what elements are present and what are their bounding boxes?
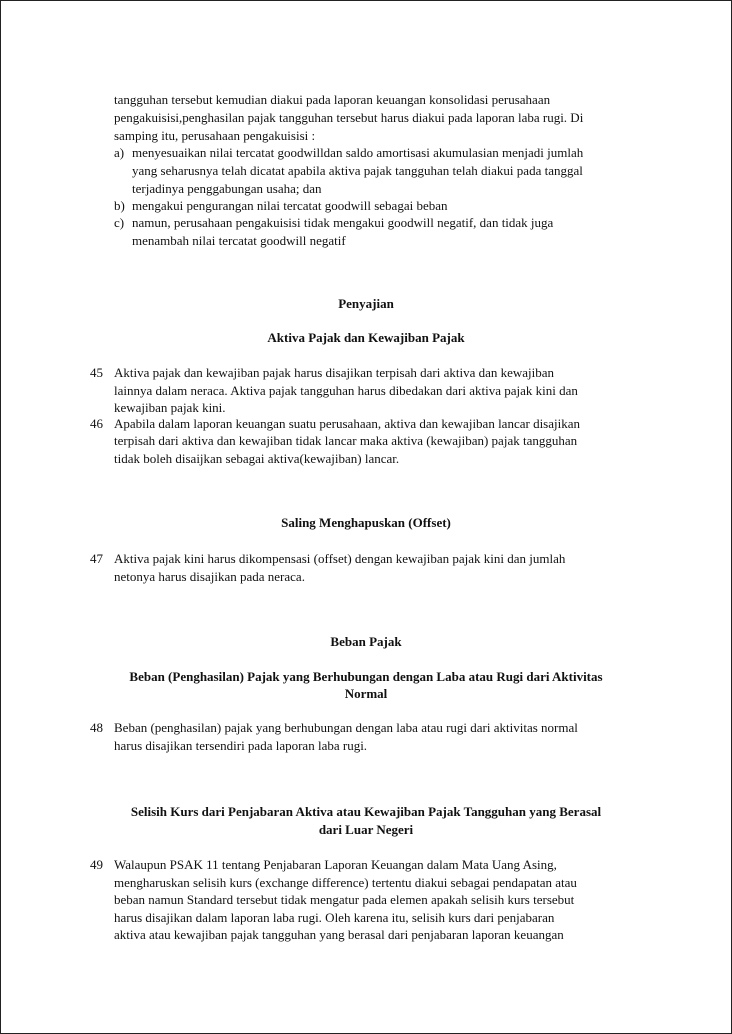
list-item-line: terjadinya penggabungan usaha; dan [132,181,322,196]
paragraph-line: Walaupun PSAK 11 tentang Penjabaran Laporan Keuangan dalam Mata Uang Asing, [114,857,557,872]
section-subheading: Beban (Penghasilan) Pajak yang Berhubungan dengan Laba atau Rugi dari Aktivitas [129,669,603,684]
paragraph-line: harus disajikan dalam laporan laba rugi. Oleh karena itu, selisih kurs dari penjabaran [114,910,555,925]
list-marker: c) [114,215,125,230]
paragraph-line: tidak boleh disaijkan sebagai aktiva(kewajiban) lancar. [114,451,400,466]
paragraph-number: 48 [90,720,103,735]
paragraph-line: Aktiva pajak dan kewajiban pajak harus disajikan terpisah dari aktiva dan kewajiban [114,365,555,380]
list-marker: b) [114,198,125,213]
paragraph-line: terpisah dari aktiva dan kewajiban tidak lancar maka aktiva (kewajiban) pajak tangguhan [114,433,578,448]
paragraph-line: lainnya dalam neraca. Aktiva pajak tangguhan harus dibedakan dari aktiva pajak kini dan [114,383,578,398]
list-item-line: menambah nilai tercatat goodwill negatif [132,233,346,248]
section-heading: Selisih Kurs dari Penjabaran Aktiva atau Kewajiban Pajak Tangguhan yang Berasal [130,804,602,819]
paragraph-line: beban namun Standard tersebut tidak mengatur pada elemen apakah selisih kurs tersebut [114,892,575,907]
paragraph-line: Aktiva pajak kini harus dikompensasi (offset) dengan kewajiban pajak kini dan jumlah [114,551,566,566]
intro-line: tangguhan tersebut kemudian diakui pada laporan keuangan konsolidasi perusahaan [114,92,551,107]
paragraph-number: 49 [90,857,103,872]
list-item-line: mengakui pengurangan nilai tercatat goodwill sebagai beban [132,198,448,213]
paragraph-line: netonya harus disajikan pada neraca. [114,569,305,584]
section-heading: Beban Pajak [330,634,402,649]
intro-line: pengakuisisi,penghasilan pajak tangguhan tersebut harus diakui pada laporan laba rugi. Di [114,110,584,125]
section-heading: dari Luar Negeri [318,822,414,837]
paragraph-line: Beban (penghasilan) pajak yang berhubungan dengan laba atau rugi dari aktivitas normal [114,720,578,735]
list-item-line: namun, perusahaan pengakuisisi tidak mengakui goodwill negatif, dan tidak juga [132,215,554,230]
list-item-line: menyesuaikan nilai tercatat goodwilldan saldo amortisasi akumulasian menjadi jumlah [132,145,584,160]
paragraph-line: harus disajikan tersendiri pada laporan laba rugi. [114,738,368,753]
section-subheading: Aktiva Pajak dan Kewajiban Pajak [267,330,465,345]
list-marker: a) [114,145,125,160]
paragraph-line: mengharuskan selisih kurs (exchange difference) tertentu diakui sebagai pendapatan atau [114,875,577,890]
paragraph-line: kewajiban pajak kini. [114,400,226,415]
section-heading: Saling Menghapuskan (Offset) [281,515,451,530]
section-subheading: Normal [344,686,388,701]
paragraph-line: aktiva atau kewajiban pajak tangguhan yang berasal dari penjabaran laporan keuangan [114,927,564,942]
paragraph-number: 47 [90,551,103,566]
list-item-line: yang seharusnya telah dicatat apabila aktiva pajak tangguhan telah diakui pada tanggal [132,163,583,178]
paragraph-line: Apabila dalam laporan keuangan suatu perusahaan, aktiva dan kewajiban lancar disajikan [114,416,581,431]
paragraph-number: 46 [90,416,103,431]
intro-line: samping itu, perusahaan pengakuisisi : [114,128,316,143]
paragraph-number: 45 [90,365,103,380]
section-heading: Penyajian [338,296,394,311]
